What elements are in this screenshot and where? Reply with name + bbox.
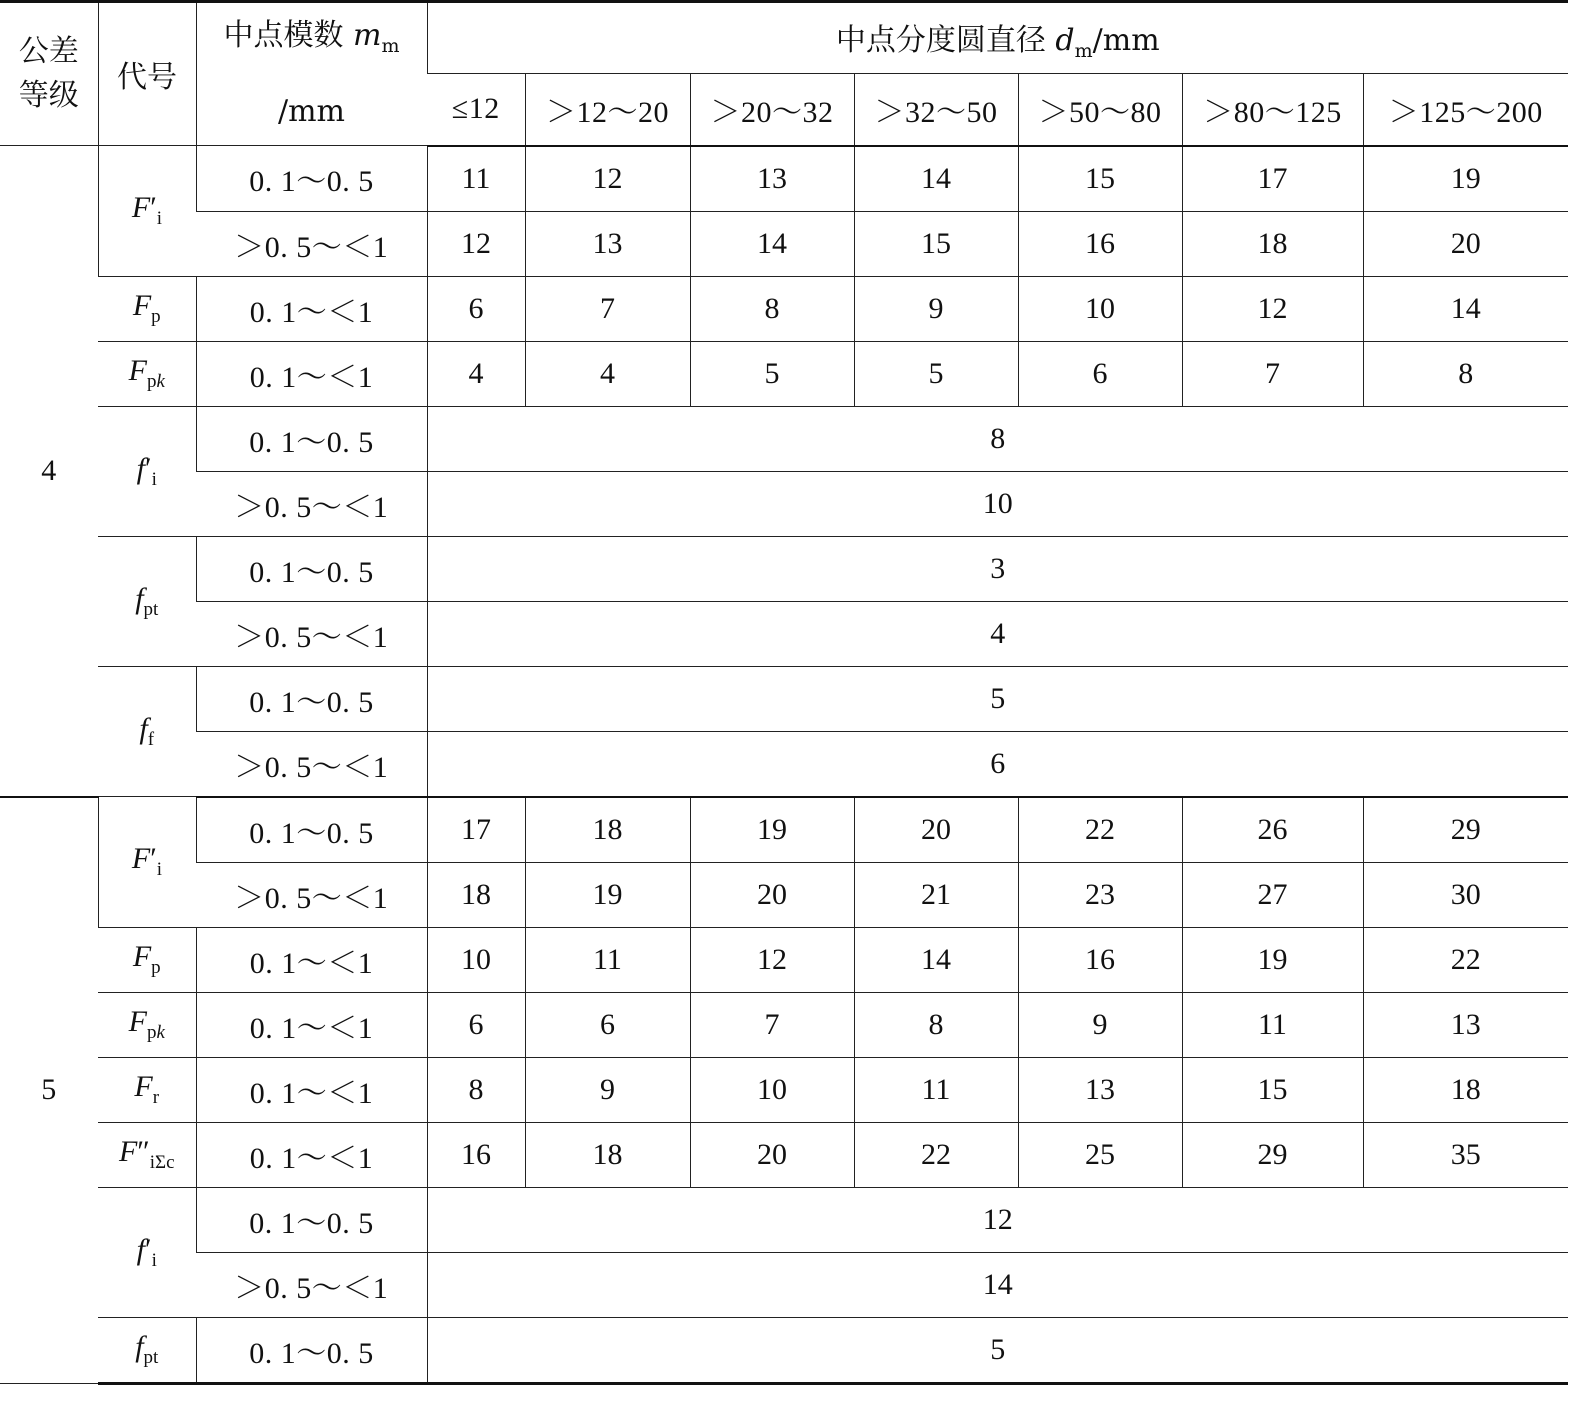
value-cell: 20 [854,797,1018,863]
value-cell: 11 [427,146,525,212]
range-header: ＞20～32 [690,74,854,146]
value-cell: 8 [1363,341,1568,406]
value-cell: 12 [427,211,525,276]
value-cell: 20 [1363,211,1568,276]
table-row [0,601,1568,666]
diameter-header-unit: /mm [1092,22,1160,58]
value-cell: 13 [1363,992,1568,1057]
value-cell: 19 [690,797,854,863]
value-cell: 17 [1182,146,1363,212]
module-range-cell: 0. 1～＜1 [196,276,427,341]
module-range-cell: ＞0. 5～＜1 [196,601,427,666]
code-ff: $f_f$ [98,666,196,797]
grade-5-cell: 5 [0,797,98,1384]
module-range-cell: 0. 1～＜1 [196,1122,427,1187]
value-cell: 29 [1363,797,1568,863]
diameter-symbol: $d_m$ [1055,22,1093,62]
merged-value-cell: 12 [427,1187,1568,1252]
merged-value-cell: 4 [427,601,1568,666]
value-cell: 14 [854,146,1018,212]
value-cell: 8 [854,992,1018,1057]
value-cell: 29 [1182,1122,1363,1187]
diameter-header-prefix: 中点分度圆直径 [835,22,1056,58]
value-cell: 27 [1182,862,1363,927]
code-Fr: $F_r$ [98,1057,196,1122]
value-cell: 12 [690,927,854,992]
value-cell: 6 [427,276,525,341]
merged-value-cell: 3 [427,536,1568,601]
code-Fp: $F_p$ [98,927,196,992]
value-cell: 11 [525,927,690,992]
module-range-cell: 0. 1～0. 5 [196,666,427,731]
grade-header [0,2,98,146]
module-range-cell: ＞0. 5～＜1 [196,471,427,536]
code-Fpk: $F_{pk}$ [98,341,196,406]
value-cell: 35 [1363,1122,1568,1187]
table-row [0,406,1568,471]
value-cell: 25 [1018,1122,1182,1187]
value-cell: 19 [1363,146,1568,212]
value-cell: 6 [1018,341,1182,406]
value-cell: 15 [1018,146,1182,212]
value-cell: 20 [690,862,854,927]
value-cell: 14 [854,927,1018,992]
range-header: ＞12～20 [525,74,690,146]
value-cell: 26 [1182,797,1363,863]
grade-header-line1: 公差 [18,34,79,69]
value-cell: 16 [427,1122,525,1187]
range-header: ≤12 [427,74,525,146]
module-range-cell: 0. 1～0. 5 [196,797,427,863]
value-cell: 14 [690,211,854,276]
value-cell: 13 [525,211,690,276]
value-cell: 22 [1018,797,1182,863]
value-cell: 12 [525,146,690,212]
value-cell: 7 [1182,341,1363,406]
table-row [0,927,1568,992]
module-range-cell: 0. 1～0. 5 [196,1317,427,1383]
table-row [0,471,1568,536]
value-cell: 22 [854,1122,1018,1187]
value-cell: 19 [1182,927,1363,992]
table-row [0,1057,1568,1122]
range-header: ＞125～200 [1363,74,1568,146]
code-fpt: $f_{pt}$ [98,536,196,666]
module-range-cell: 0. 1～0. 5 [196,1187,427,1252]
table-row [0,276,1568,341]
value-cell: 5 [854,341,1018,406]
value-cell: 6 [525,992,690,1057]
module-range-cell: ＞0. 5～＜1 [196,1252,427,1317]
table-row [0,536,1568,601]
table-row [0,1252,1568,1317]
table-row [0,1122,1568,1187]
code-Fp: $F_p$ [98,276,196,341]
value-cell: 18 [525,1122,690,1187]
table-row [0,862,1568,927]
value-cell: 6 [427,992,525,1057]
code-Fi-prime: $F'_i$ [98,797,196,928]
value-cell: 4 [525,341,690,406]
module-range-cell: ＞0. 5～＜1 [196,211,427,276]
module-range-cell: 0. 1～0. 5 [196,406,427,471]
code-header: 代号 [98,2,196,146]
value-cell: 30 [1363,862,1568,927]
value-cell: 19 [525,862,690,927]
value-cell: 23 [1018,862,1182,927]
table-row [0,666,1568,731]
value-cell: 18 [1363,1057,1568,1122]
value-cell: 16 [1018,211,1182,276]
value-cell: 11 [854,1057,1018,1122]
value-cell: 7 [525,276,690,341]
range-header: ＞32～50 [854,74,1018,146]
value-cell: 12 [1182,276,1363,341]
value-cell: 16 [1018,927,1182,992]
value-cell: 14 [1363,276,1568,341]
merged-value-cell: 6 [427,731,1568,797]
value-cell: 18 [1182,211,1363,276]
module-range-cell: 0. 1～0. 5 [196,146,427,212]
value-cell: 18 [427,862,525,927]
value-cell: 18 [525,797,690,863]
code-fpt: $f_{pt}$ [98,1317,196,1383]
code-fi-prime: $f'_i$ [98,1187,196,1317]
value-cell: 8 [427,1057,525,1122]
module-range-cell: 0. 1～＜1 [196,992,427,1057]
value-cell: 10 [427,927,525,992]
table-row [0,1317,1568,1383]
merged-value-cell: 8 [427,406,1568,471]
value-cell: 22 [1363,927,1568,992]
module-header-unit: /mm [277,94,345,129]
value-cell: 9 [1018,992,1182,1057]
module-range-cell: ＞0. 5～＜1 [196,862,427,927]
value-cell: 10 [690,1057,854,1122]
value-cell: 21 [854,862,1018,927]
merged-value-cell: 10 [427,471,1568,536]
range-header: ＞50～80 [1018,74,1182,146]
range-header: ＞80～125 [1182,74,1363,146]
merged-value-cell: 14 [427,1252,1568,1317]
code-Fi-sigma-c: $F''_{i\Sigma c}$ [98,1122,196,1187]
table-row [0,146,1568,212]
module-range-cell: 0. 1～＜1 [196,341,427,406]
diameter-header [427,2,1568,74]
merged-value-cell: 5 [427,666,1568,731]
table-row [0,1187,1568,1252]
value-cell: 15 [1182,1057,1363,1122]
header-row-1 [0,2,1568,74]
value-cell: 4 [427,341,525,406]
module-header-prefix: 中点模数 [223,18,354,53]
module-range-cell: 0. 1～0. 5 [196,536,427,601]
value-cell: 17 [427,797,525,863]
value-cell: 8 [690,276,854,341]
code-fi-prime: $f'_i$ [98,406,196,536]
module-range-cell: 0. 1～＜1 [196,927,427,992]
table-row [0,211,1568,276]
module-header [196,2,427,146]
value-cell: 13 [690,146,854,212]
module-range-cell: 0. 1～＜1 [196,1057,427,1122]
value-cell: 20 [690,1122,854,1187]
value-cell: 13 [1018,1057,1182,1122]
module-range-cell: ＞0. 5～＜1 [196,731,427,797]
table-row [0,797,1568,863]
module-symbol: $m_m$ [353,18,400,57]
value-cell: 15 [854,211,1018,276]
value-cell: 5 [690,341,854,406]
value-cell: 9 [525,1057,690,1122]
table-row [0,992,1568,1057]
table-row [0,341,1568,406]
value-cell: 7 [690,992,854,1057]
table-row [0,731,1568,797]
code-Fi-prime: $F'_i$ [98,146,196,277]
value-cell: 10 [1018,276,1182,341]
grade-header-line2: 等级 [18,78,79,113]
value-cell: 11 [1182,992,1363,1057]
grade-4-cell: 4 [0,146,98,797]
value-cell: 9 [854,276,1018,341]
merged-value-cell: 5 [427,1317,1568,1383]
code-Fpk: $F_{pk}$ [98,992,196,1057]
